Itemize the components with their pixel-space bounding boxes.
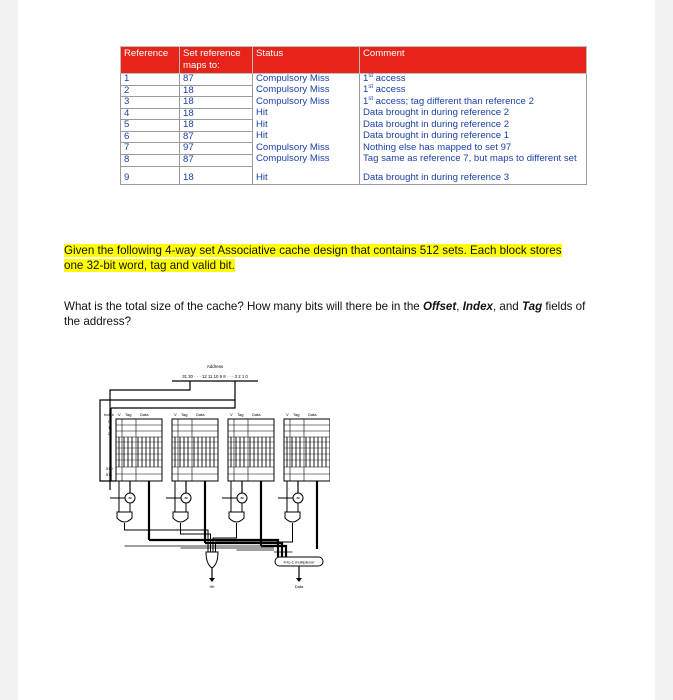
set-cell: 18 [180, 85, 253, 97]
status-cell: Compulsory Miss [253, 97, 360, 109]
table-row [121, 120, 587, 132]
column-v-label: V [174, 412, 177, 417]
comment-cell [360, 154, 587, 167]
comment-text: access; tag different than reference 2 [373, 95, 534, 107]
hit-or-gate [206, 552, 218, 568]
way-array [116, 419, 162, 481]
comparator-symbol: = [128, 496, 132, 502]
comment-text: Data brought in during reference 2 [363, 118, 510, 130]
question-text: What is the total size of the cache? How many bits will there be in the [64, 300, 423, 313]
set-associative-cache-diagram [90, 360, 330, 592]
comment-text: access [373, 73, 406, 84]
index-value: 0 [108, 419, 111, 424]
comment-superscript: st [368, 95, 374, 102]
header-comment: Comment [360, 47, 587, 74]
table-row [121, 97, 587, 109]
status-cell: Compulsory Miss [253, 154, 360, 167]
set-cell: 18 [180, 97, 253, 109]
index-value: 510 [106, 466, 113, 471]
data-arrow [296, 578, 302, 582]
set-cell: 97 [180, 143, 253, 155]
header-status: Status [253, 47, 360, 74]
status-cell: Hit [253, 120, 360, 132]
question-cache-size [64, 299, 604, 329]
index-label: Index [104, 412, 114, 417]
separator: , [456, 300, 463, 313]
way-array [172, 419, 218, 481]
reference-cell: 5 [121, 120, 180, 132]
reference-cell: 2 [121, 85, 180, 97]
column-tag-label: Tag [293, 412, 300, 417]
reference-cell: 1 [121, 74, 180, 86]
hit-arrow [209, 578, 215, 582]
comparator-symbol: = [184, 496, 188, 502]
way-array [228, 419, 274, 481]
set-cell: 18 [180, 108, 253, 120]
set-cell: 18 [180, 167, 253, 185]
tag-term: Tag [521, 300, 543, 313]
column-data-label: Data [308, 412, 317, 417]
question-cache-description [64, 243, 584, 273]
comment-text: 1 [363, 73, 369, 84]
status-cell: Compulsory Miss [253, 85, 360, 97]
reference-cell: 6 [121, 131, 180, 143]
comment-superscript: st [368, 83, 374, 90]
set-cell: 18 [180, 120, 253, 132]
comment-text: Data brought in during reference 1 [363, 130, 510, 141]
table-row [121, 131, 587, 143]
question-text: fields of the address? [64, 300, 586, 328]
table-row [121, 154, 587, 167]
address-label: Address [206, 364, 224, 369]
comment-superscript: st [368, 72, 374, 79]
cache-way [213, 412, 286, 557]
status-cell: Hit [253, 131, 360, 143]
and-gate [117, 512, 132, 522]
highlighted-text: Given the following 4-way set Associative cache design that contains 512 sets. Each block stores one 32-bit word, tag and valid bit. [64, 244, 562, 272]
table-body [121, 74, 587, 185]
comment-text: access [373, 84, 406, 95]
column-data-label: Data [196, 412, 205, 417]
comment-text: 1 [363, 84, 369, 95]
column-data-label: Data [140, 412, 149, 417]
table-header-row [121, 47, 587, 74]
column-v-label: V [230, 412, 233, 417]
table-row [121, 108, 587, 120]
comment-text: 1 [363, 95, 369, 107]
comment-cell [360, 167, 587, 185]
header-reference: Reference [121, 47, 180, 74]
status-cell: Hit [253, 167, 360, 185]
table-row [121, 74, 587, 86]
reference-cell: 3 [121, 97, 180, 109]
column-tag-label: Tag [181, 412, 188, 417]
comment-text: Data brought in during reference 3 [363, 171, 510, 183]
index-value: 511 [106, 472, 113, 477]
cache-ways [100, 408, 330, 557]
column-tag-label: Tag [237, 412, 244, 417]
column-data-label: Data [252, 412, 261, 417]
comparator-symbol: = [240, 496, 244, 502]
comment-text: Tag same as reference 7, but maps to different set [363, 153, 577, 164]
mux-label: 4-to-1 multiplexor [283, 559, 315, 565]
table-row [121, 167, 587, 185]
cache-reference-table [120, 46, 587, 185]
status-cell: Compulsory Miss [253, 74, 360, 86]
status-cell: Hit [253, 108, 360, 120]
header-set-reference: Set reference maps to: [180, 47, 253, 74]
index-value: 1 [108, 425, 111, 430]
column-tag-label: Tag [125, 412, 132, 417]
column-v-label: V [118, 412, 121, 417]
set-cell: 87 [180, 154, 253, 167]
set-cell: 87 [180, 131, 253, 143]
separator: , and [492, 300, 522, 313]
data-output-label: Data [294, 584, 304, 589]
status-cell: Compulsory Miss [253, 143, 360, 155]
and-gate [173, 512, 188, 522]
way-array [284, 419, 330, 481]
and-gate [229, 512, 244, 522]
comment-text: Data brought in during reference 2 [363, 107, 510, 118]
offset-term: Offset [422, 300, 457, 313]
index-value: 2 [108, 431, 111, 436]
index-term: Index [462, 300, 493, 313]
and-gate [285, 512, 300, 522]
reference-cell: 4 [121, 108, 180, 120]
address-bits: 31 30 · · · 12 11 10 9 8 · · · 3 2 1 0 [182, 374, 248, 379]
comment-text: Nothing else has mapped to set 97 [363, 141, 512, 153]
hit-output-label: Hit [209, 584, 215, 589]
data-bus [290, 549, 317, 557]
column-v-label: V [286, 412, 289, 417]
set-cell: 87 [180, 74, 253, 86]
reference-cell: 8 [121, 154, 180, 167]
comparator-symbol: = [296, 496, 300, 502]
index-bus [100, 381, 235, 410]
reference-cell: 9 [121, 167, 180, 185]
reference-cell: 7 [121, 143, 180, 155]
